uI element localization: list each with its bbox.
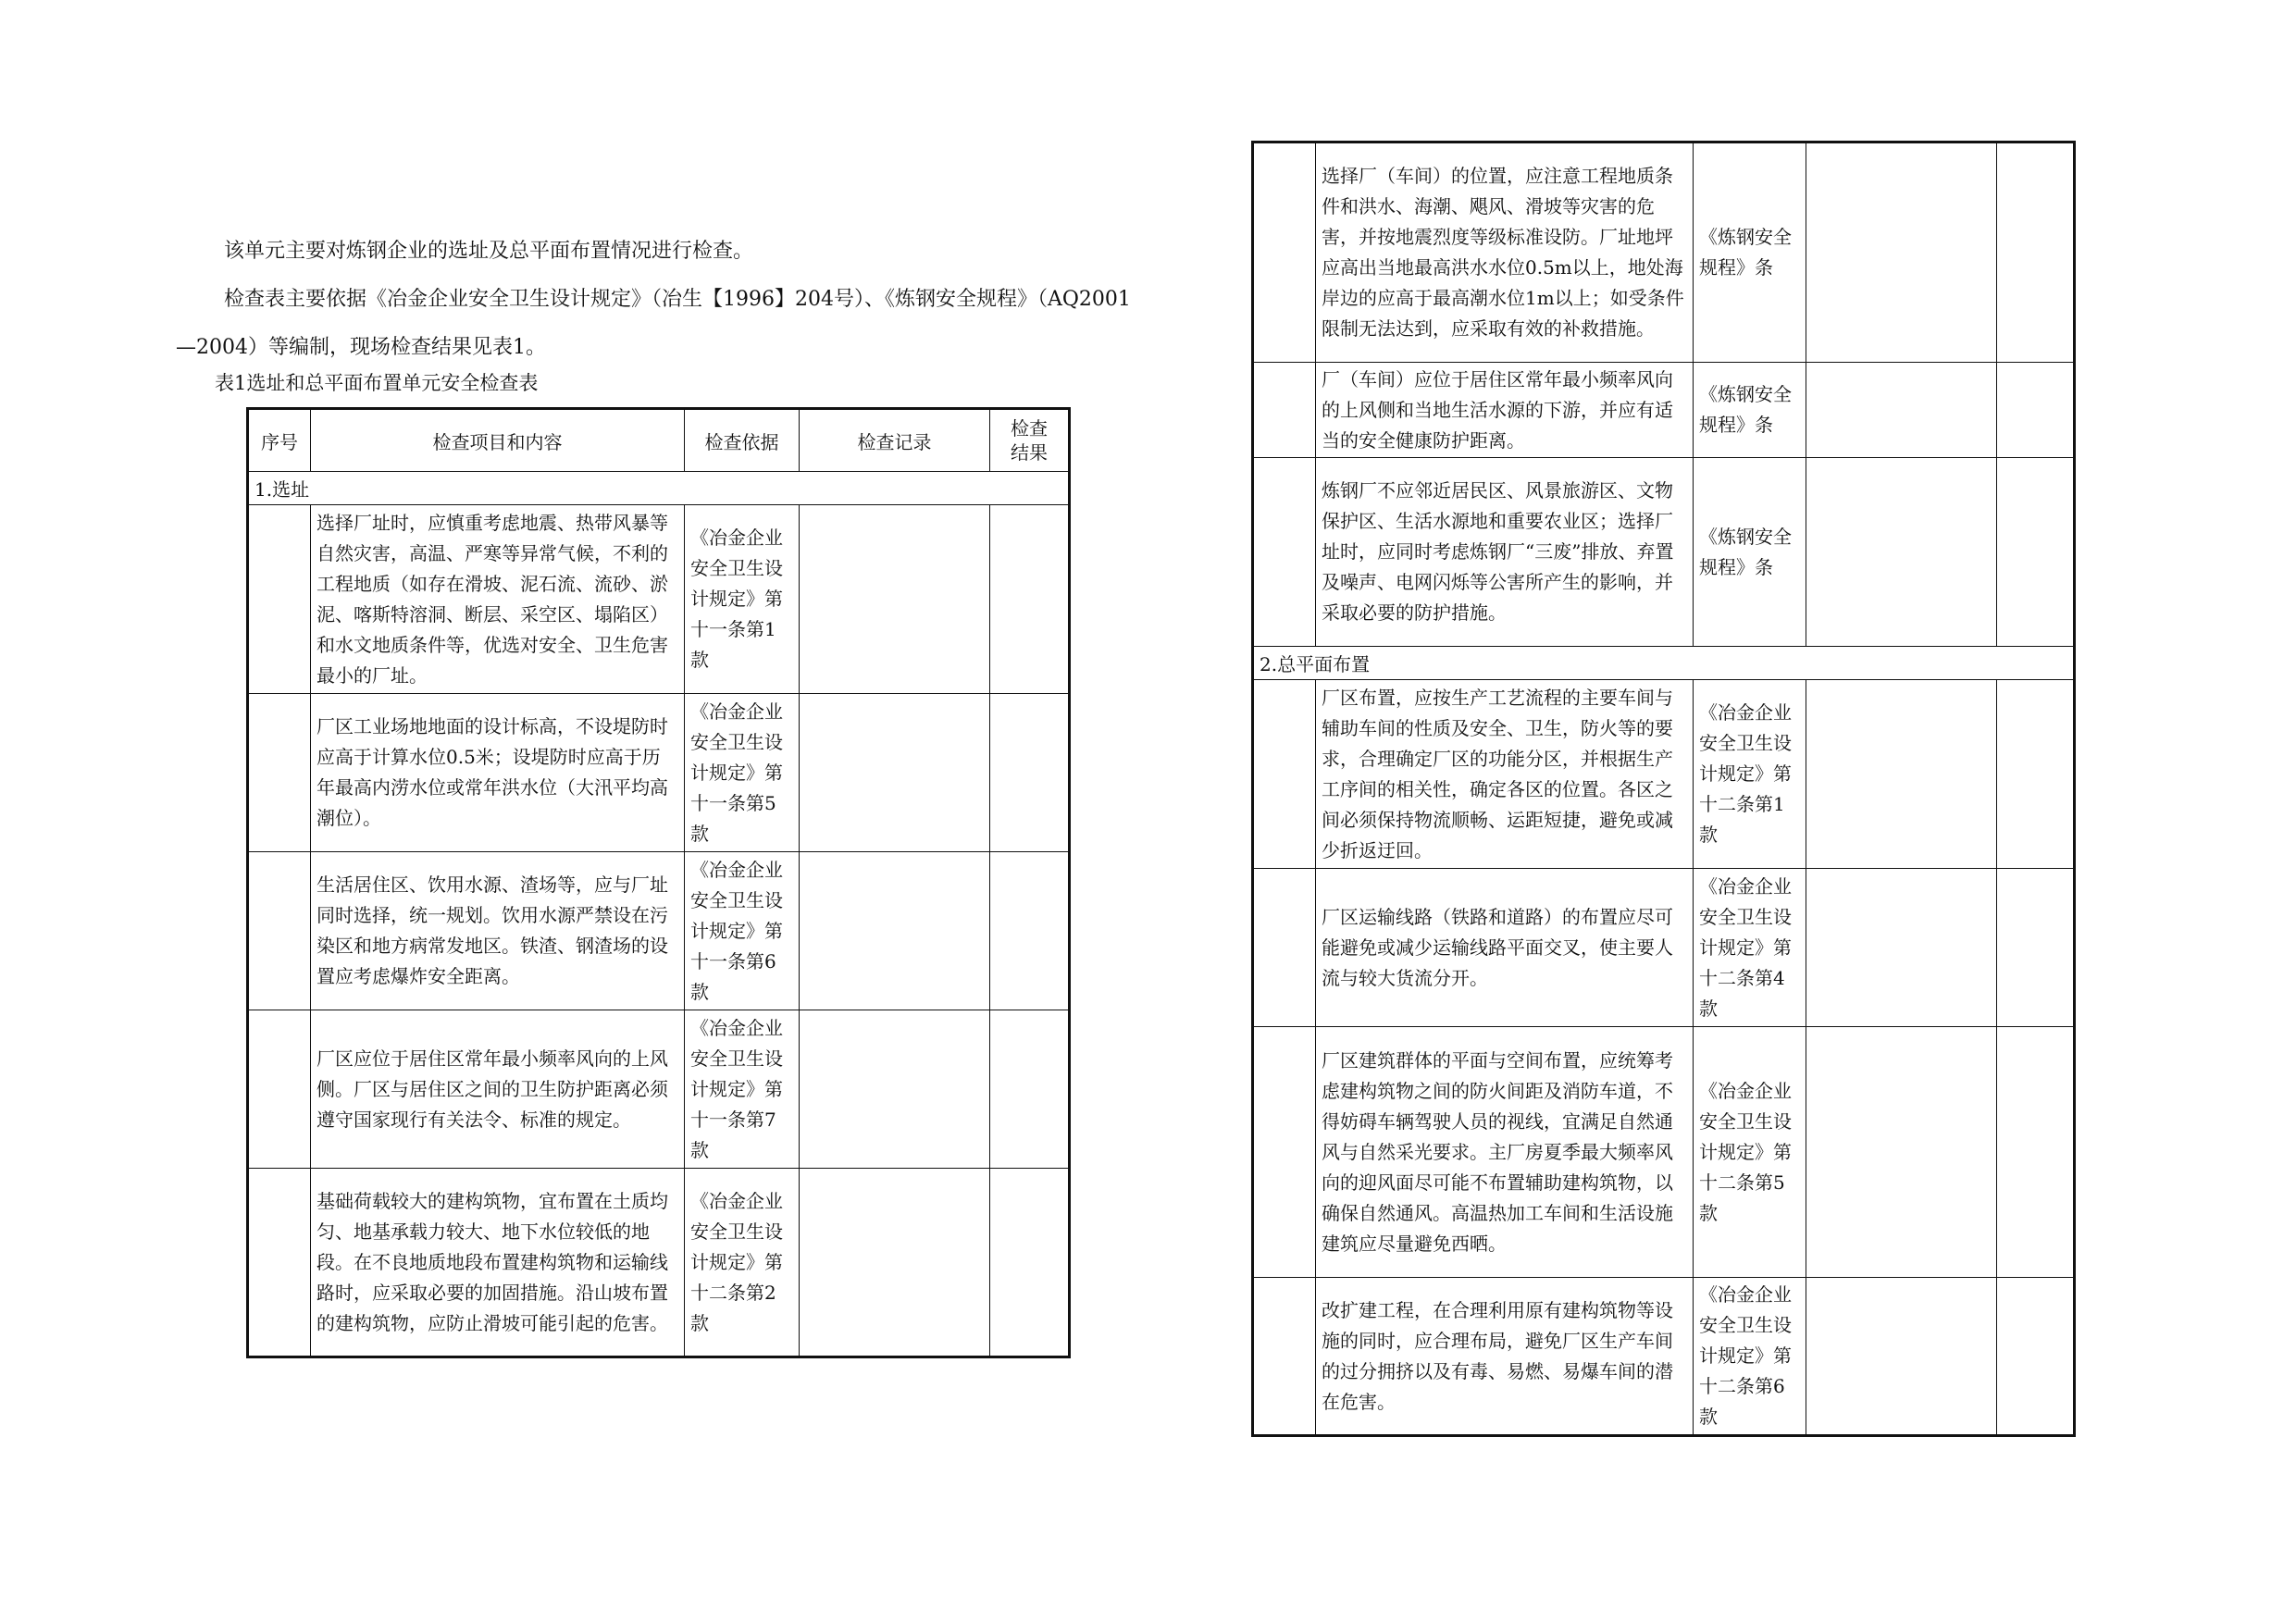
- row-basis: 《炼钢安全规程》条: [1694, 363, 1806, 458]
- row-result: [990, 694, 1070, 852]
- row-no: [1253, 458, 1316, 647]
- row-record: [1806, 142, 1997, 363]
- row-result: [1997, 869, 2075, 1027]
- row-basis: 《冶金企业安全卫生设计规定》第十二条第6款: [1694, 1278, 1806, 1436]
- row-no: [1253, 142, 1316, 363]
- row-result: [990, 1010, 1070, 1169]
- row-no: [1253, 363, 1316, 458]
- row-no: [1253, 1278, 1316, 1436]
- row-record: [800, 505, 990, 694]
- row-result: [990, 852, 1070, 1010]
- table-header-row: [248, 409, 1070, 472]
- header-result: 检查结果: [990, 409, 1070, 472]
- row-result: [1997, 458, 2075, 647]
- row-content: 厂区应位于居住区常年最小频率风向的上风侧。厂区与居住区之间的卫生防护距离必须遵守国家现行有关法令、标准的规定。: [311, 1010, 685, 1169]
- row-record: [1806, 869, 1997, 1027]
- row-record: [800, 1010, 990, 1169]
- row-basis: 《冶金企业安全卫生设计规定》第十二条第2款: [685, 1169, 800, 1357]
- table-caption: 表1选址和总平面布置单元安全检查表: [215, 372, 539, 394]
- table-row: [248, 1169, 1070, 1357]
- row-basis: 《冶金企业安全卫生设计规定》第十一条第1款: [685, 505, 800, 694]
- row-record: [800, 1169, 990, 1357]
- row-basis: 《冶金企业安全卫生设计规定》第十二条第5款: [1694, 1027, 1806, 1278]
- row-result: [1997, 1027, 2075, 1278]
- row-result: [990, 505, 1070, 694]
- row-basis: 《冶金企业安全卫生设计规定》第十二条第4款: [1694, 869, 1806, 1027]
- row-basis: 《炼钢安全规程》条: [1694, 458, 1806, 647]
- row-content: 厂区建筑群体的平面与空间布置，应统筹考虑建构筑物之间的防火间距及消防车道，不得妨碍车辆驾驶人员的视线，宜满足自然通风与自然采光要求。主厂房夏季最大频率风向的迎风面尽可能不布置辅助建构筑物，以确保自然通风。高温热加工车间和生活设施建筑应尽量避免西晒。: [1316, 1027, 1694, 1278]
- row-content: 改扩建工程，在合理利用原有建构筑物等设施的同时，应合理布局，避免厂区生产车间的过分拥挤以及有毒、易燃、易爆车间的潜在危害。: [1316, 1278, 1694, 1436]
- table-row: [248, 1010, 1070, 1169]
- row-no: [248, 694, 311, 852]
- row-record: [1806, 680, 1997, 869]
- table-row: [248, 852, 1070, 1010]
- section-row: [248, 472, 1070, 505]
- row-record: [1806, 1027, 1997, 1278]
- section-title: 1.选址: [248, 472, 1070, 505]
- row-record: [1806, 1278, 1997, 1436]
- row-record: [1806, 363, 1997, 458]
- header-record: 检查记录: [800, 409, 990, 472]
- header-item: 检查项目和内容: [311, 409, 685, 472]
- row-content: 厂区布置，应按生产工艺流程的主要车间与辅助车间的性质及安全、卫生，防火等的要求，合理确定厂区的功能分区，并根据生产工序间的相关性，确定各区的位置。各区之间必须保持物流顺畅、运距短捷，避免或减少折返迂回。: [1316, 680, 1694, 869]
- row-content: 选择厂址时，应慎重考虑地震、热带风暴等自然灾害，高温、严寒等异常气候，不利的工程地质（如存在滑坡、泥石流、流砂、淤泥、喀斯特溶洞、断层、采空区、塌陷区）和水文地质条件等，优选对安全、卫生危害最小的厂址。: [311, 505, 685, 694]
- row-content: 基础荷载较大的建构筑物，宜布置在土质均匀、地基承载力较大、地下水位较低的地段。在不良地质地段布置建构筑物和运输线路时，应采取必要的加固措施。沿山坡布置的建构筑物，应防止滑坡可能引起的危害。: [311, 1169, 685, 1357]
- row-result: [1997, 1278, 2075, 1436]
- table-row: [1253, 142, 2075, 363]
- row-record: [1806, 458, 1997, 647]
- row-record: [800, 694, 990, 852]
- row-content: 炼钢厂不应邻近居民区、风景旅游区、文物保护区、生活水源地和重要农业区；选择厂址时，应同时考虑炼钢厂“三废”排放、弃置及噪声、电网闪烁等公害所产生的影响，并采取必要的防护措施。: [1316, 458, 1694, 647]
- intro-paragraph-2: 检查表主要依据《冶金企业安全卫生设计规定》（冶生【1996】204号）、《炼钢安全规程》（AQ2001—2004）等编制，现场检查结果见表1。: [176, 288, 1131, 359]
- section-row: [1253, 647, 2075, 680]
- row-content: 生活居住区、饮用水源、渣场等，应与厂址同时选择，统一规划。饮用水源严禁设在污染区和地方病常发地区。铁渣、钢渣场的设置应考虑爆炸安全距离。: [311, 852, 685, 1010]
- section-title: 2.总平面布置: [1253, 647, 2075, 680]
- checklist-table-right: [1251, 141, 2076, 1437]
- row-basis: 《炼钢安全规程》条: [1694, 142, 1806, 363]
- row-no: [248, 505, 311, 694]
- table-row: [1253, 680, 2075, 869]
- row-result: [1997, 680, 2075, 869]
- row-no: [248, 1169, 311, 1357]
- table-row: [1253, 869, 2075, 1027]
- row-basis: 《冶金企业安全卫生设计规定》第十一条第6款: [685, 852, 800, 1010]
- row-content: 厂（车间）应位于居住区常年最小频率风向的上风侧和当地生活水源的下游，并应有适当的安全健康防护距离。: [1316, 363, 1694, 458]
- row-content: 选择厂（车间）的位置，应注意工程地质条件和洪水、海潮、飓风、滑坡等灾害的危害，并按地震烈度等级标准设防。厂址地坪应高出当地最高洪水水位0.5m以上，地处海岸边的应高于最高潮水位1m以上；如受条件限制无法达到，应采取有效的补救措施。: [1316, 142, 1694, 363]
- row-no: [248, 1010, 311, 1169]
- row-content: 厂区工业场地地面的设计标高，不设堤防时应高于计算水位0.5米；设堤防时应高于历年最高内涝水位或常年洪水位（大汛平均高潮位）。: [311, 694, 685, 852]
- table-row: [1253, 363, 2075, 458]
- table-row: [248, 505, 1070, 694]
- row-no: [1253, 1027, 1316, 1278]
- header-no: 序号: [248, 409, 311, 472]
- row-record: [800, 852, 990, 1010]
- table-row: [1253, 458, 2075, 647]
- table-row: [1253, 1278, 2075, 1436]
- header-basis: 检查依据: [685, 409, 800, 472]
- row-result: [1997, 142, 2075, 363]
- row-basis: 《冶金企业安全卫生设计规定》第十二条第1款: [1694, 680, 1806, 869]
- intro-text: [176, 228, 1138, 372]
- row-result: [1997, 363, 2075, 458]
- row-no: [1253, 680, 1316, 869]
- row-no: [248, 852, 311, 1010]
- row-basis: 《冶金企业安全卫生设计规定》第十一条第5款: [685, 694, 800, 852]
- checklist-table-left: [246, 407, 1071, 1358]
- table-row: [248, 694, 1070, 852]
- row-no: [1253, 869, 1316, 1027]
- row-result: [990, 1169, 1070, 1357]
- intro-paragraph-1: 该单元主要对炼钢企业的选址及总平面布置情况进行检查。: [224, 240, 754, 263]
- row-content: 厂区运输线路（铁路和道路）的布置应尽可能避免或减少运输线路平面交叉，使主要人流与较大货流分开。: [1316, 869, 1694, 1027]
- row-basis: 《冶金企业安全卫生设计规定》第十一条第7款: [685, 1010, 800, 1169]
- table-row: [1253, 1027, 2075, 1278]
